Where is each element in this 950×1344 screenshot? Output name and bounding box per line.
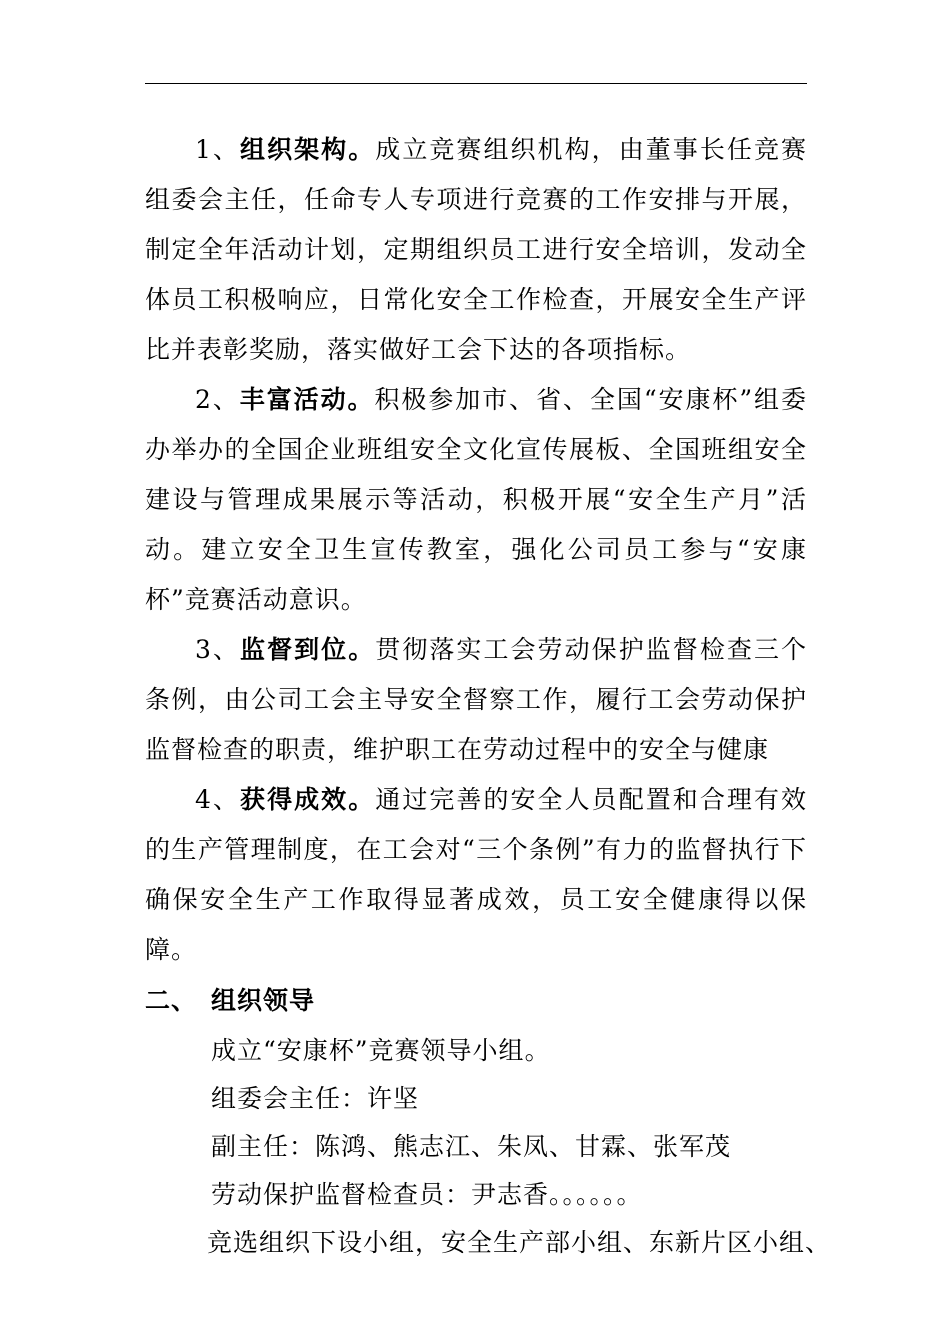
paragraph-number: 4、 (195, 785, 241, 814)
section-title: 组织领导 (211, 986, 316, 1015)
paragraph-lead: 获得成效。 (240, 785, 376, 814)
list-line-subgroups: 竞选组织下设小组，安全生产部小组、东新片区小组、 (207, 1228, 832, 1257)
paragraph-1 (145, 125, 807, 375)
list-line-inspector: 劳动保护监督检查员：尹志香。。。。。。 (211, 1180, 643, 1209)
paragraph-number: 2、 (195, 385, 240, 414)
paragraph-lead: 丰富活动。 (239, 385, 375, 414)
paragraph-3 (145, 625, 807, 775)
paragraph-4 (145, 775, 807, 975)
list-line-committee-director: 组委会主任：许坚 (211, 1084, 420, 1113)
paragraph-2 (145, 375, 807, 625)
list-line-deputy-directors: 副主任：陈鸿、熊志江、朱凤、甘霖、张军茂 (211, 1132, 732, 1161)
paragraph-text: 成立竞赛组织机构，由董事长任竞赛组委会主任，任命专人专项进行竞赛的工作安排与开展，制定全年活动计划，定期组织员工进行安全培训，发动全体员工积极响应，日常化安全工作检查，开展安全生产评比并表彰奖励，落实做好工会下达的各项指标。 (145, 135, 807, 364)
section-number: 二、 (145, 986, 198, 1015)
paragraph-lead: 组织架构。 (240, 135, 376, 164)
list-line-group-established: 成立“安康杯”竞赛领导小组。 (211, 1036, 551, 1065)
paragraph-lead: 监督到位。 (240, 635, 376, 664)
paragraph-text: 通过完善的安全人员配置和合理有效的生产管理制度，在工会对“三个条例”有力的监督执行下确保安全生产工作取得显著成效，员工安全健康得以保障。 (145, 785, 807, 964)
paragraph-number: 1、 (195, 135, 241, 164)
paragraph-text: 贯彻落实工会劳动保护监督检查三个条例，由公司工会主导安全督察工作，履行工会劳动保护监督检查的职责，维护职工在劳动过程中的安全与健康 (145, 635, 807, 764)
section-heading (145, 975, 807, 1027)
header-rule (145, 83, 807, 84)
paragraph-text: 积极参加市、省、全国“安康杯”组委办举办的全国企业班组安全文化宣传展板、全国班组安全建设与管理成果展示等活动，积极开展“安全生产月”活动。建立安全卫生宣传教室，强化公司员工参与“安康杯”竞赛活动意识。 (145, 385, 807, 614)
document-body (145, 125, 832, 1267)
paragraph-number: 3、 (195, 635, 241, 664)
